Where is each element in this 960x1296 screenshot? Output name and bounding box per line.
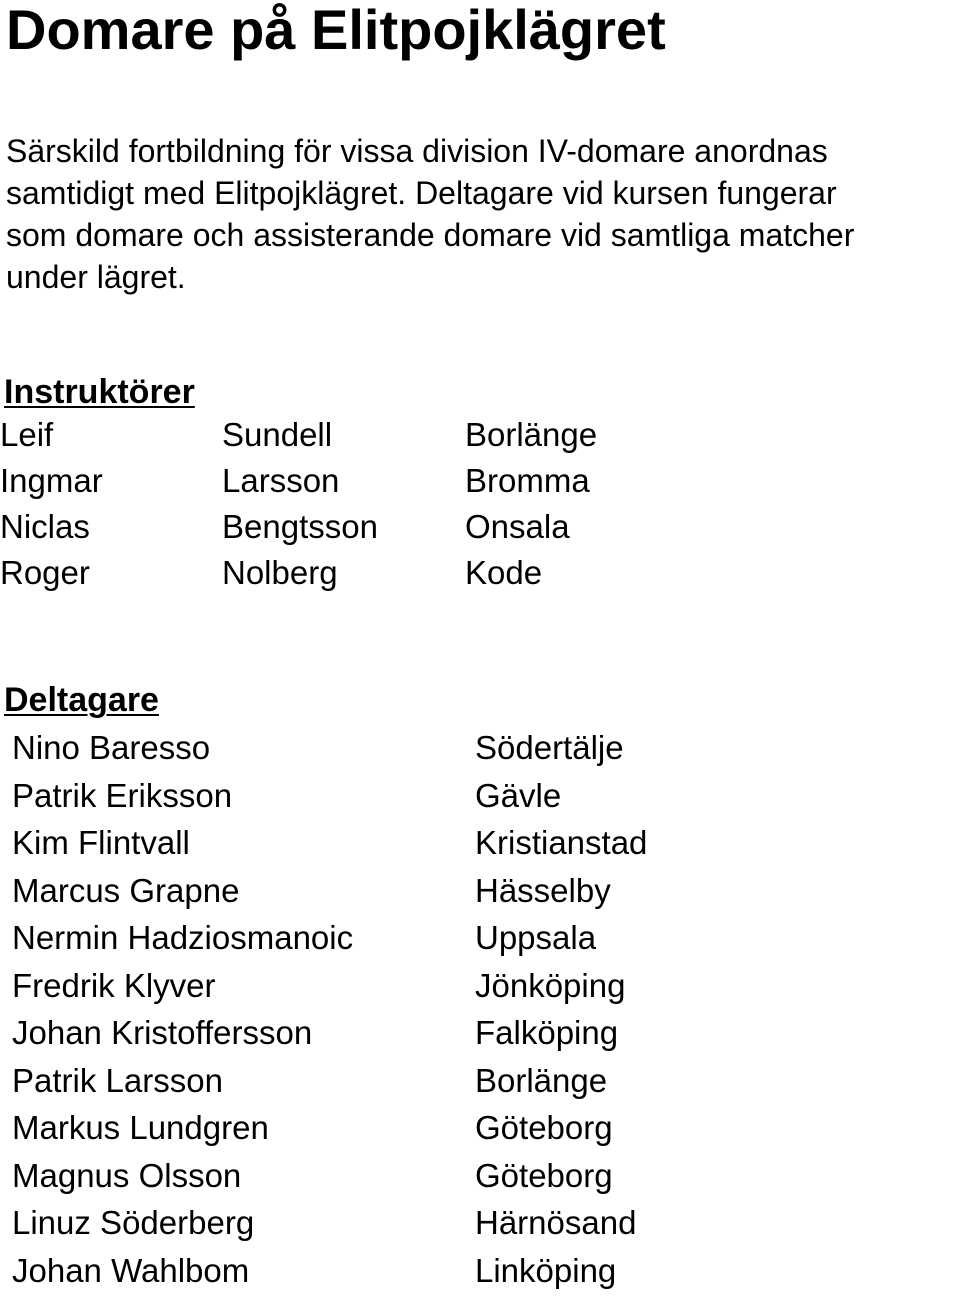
participant-row — [0, 916, 900, 964]
instructor-town: Bromma — [465, 460, 590, 502]
participant-row — [0, 869, 900, 917]
participant-row — [0, 964, 900, 1012]
participant-name: Magnus Olsson — [12, 1154, 241, 1198]
instructors-heading: Instruktörer — [4, 372, 195, 412]
participant-name: Markus Lundgren — [12, 1106, 269, 1150]
participant-town: Borlänge — [475, 1059, 607, 1103]
instructors-table — [0, 414, 700, 598]
instructor-row — [0, 414, 700, 460]
participant-row — [0, 1201, 900, 1249]
participant-name: Patrik Eriksson — [12, 774, 232, 818]
participant-town: Kristianstad — [475, 821, 647, 865]
participant-name: Linuz Söderberg — [12, 1201, 254, 1245]
participants-table — [0, 726, 900, 1296]
participant-town: Gävle — [475, 774, 561, 818]
instructor-town: Borlänge — [465, 414, 597, 456]
participant-row — [0, 1059, 900, 1107]
instructor-row — [0, 552, 700, 598]
instructor-last-name: Larsson — [222, 460, 339, 502]
intro-line: samtidigt med Elitpojklägret. Deltagare vid kursen fungerar — [6, 172, 960, 214]
participant-town: Uppsala — [475, 916, 596, 960]
participant-town: Göteborg — [475, 1154, 613, 1198]
participant-row — [0, 821, 900, 869]
intro-line: Särskild fortbildning för vissa division IV-domare anordnas — [6, 130, 960, 172]
participant-town: Härnösand — [475, 1201, 636, 1245]
participant-town: Hässelby — [475, 869, 611, 913]
participant-name: Johan Kristoffersson — [12, 1011, 312, 1055]
participant-town: Jönköping — [475, 964, 625, 1008]
participants-heading: Deltagare — [4, 680, 159, 720]
instructor-first-name: Roger — [0, 552, 90, 594]
intro-paragraph — [6, 130, 960, 298]
participant-row — [0, 1154, 900, 1202]
participant-town: Falköping — [475, 1011, 618, 1055]
participant-name: Patrik Larsson — [12, 1059, 223, 1103]
participant-row — [0, 1106, 900, 1154]
participant-name: Fredrik Klyver — [12, 964, 216, 1008]
participant-name: Nermin Hadziosmanoic — [12, 916, 353, 960]
participant-name: Johan Wahlbom — [12, 1249, 249, 1293]
instructor-row — [0, 460, 700, 506]
participant-name: Kim Flintvall — [12, 821, 190, 865]
intro-line: under lägret. — [6, 256, 960, 298]
instructor-first-name: Niclas — [0, 506, 90, 548]
participant-name: Marcus Grapne — [12, 869, 239, 913]
participant-row — [0, 726, 900, 774]
participant-town: Södertälje — [475, 726, 624, 770]
instructor-town: Kode — [465, 552, 542, 594]
intro-line: som domare och assisterande domare vid samtliga matcher — [6, 214, 960, 256]
instructor-last-name: Bengtsson — [222, 506, 378, 548]
page-title: Domare på Elitpojklägret — [6, 0, 666, 62]
instructor-last-name: Sundell — [222, 414, 332, 456]
instructor-first-name: Leif — [0, 414, 53, 456]
participant-town: Linköping — [475, 1249, 616, 1293]
instructor-first-name: Ingmar — [0, 460, 103, 502]
instructor-town: Onsala — [465, 506, 570, 548]
participant-town: Göteborg — [475, 1106, 613, 1150]
participant-row — [0, 774, 900, 822]
instructor-row — [0, 506, 700, 552]
participant-row — [0, 1011, 900, 1059]
instructor-last-name: Nolberg — [222, 552, 338, 594]
participant-name: Nino Baresso — [12, 726, 210, 770]
participant-row — [0, 1249, 900, 1296]
